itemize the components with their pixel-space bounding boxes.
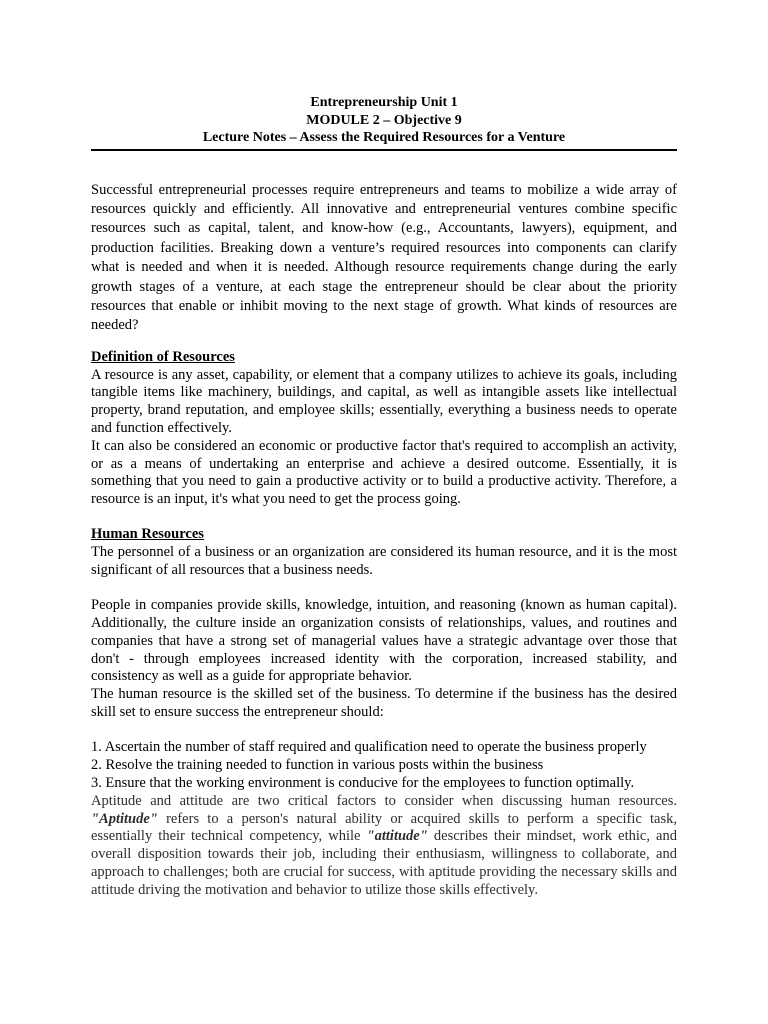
header-divider (91, 149, 677, 151)
lecture-title: Lecture Notes – Assess the Required Resources for a Venture (202, 130, 566, 145)
attitude-term: "attitude" (366, 828, 428, 845)
blank-line (91, 579, 677, 597)
human-resources-section (91, 526, 677, 900)
intro-paragraph: Successful entrepreneurial processes require entrepreneurs and teams to mobilize a wide array of resources quickly and efficiently. All innovative and entrepreneurial ventures combine specific resources such as capital, talent, and know-how (e.g., Accountants, lawyers), equipment, and production facilities. Breaking down a venture’s required resources into components can clarify what is needed and when it is needed. Although resource requirements change during the early growth stages of a venture, at each stage the entrepreneur should be clear about the priority resources that enable or inhibit moving to the next stage of growth. What kinds of resources are needed? (91, 181, 677, 334)
aptitude-text-3: describes their mindset, work ethic, and overall disposition towards their job, including their enthusiasm, willingness to collaborate, and approach to challenges; both are crucial for success, with aptitude providing the necessary skills and attitude driving the motivation and behavior to utilize those skills effectively. (91, 828, 677, 898)
list-item: 2. Resolve the training needed to function in various posts within the business (91, 757, 544, 774)
definition-heading: Definition of Resources (91, 348, 235, 365)
blank-line (91, 722, 677, 740)
human-resources-heading: Human Resources (91, 525, 204, 542)
list-item: 3. Ensure that the working environment is conducive for the employees to function optimally. (91, 775, 635, 792)
definition-paragraph-2: It can also be considered an economic or productive factor that's required to accomplish an activity, or as a means of undertaking an enterprise and achieve a desired outcome. Essentially, it is something that you need to gain a productive activity or to build a productive activity. Therefore, a resource is an input, it's what you need to get the process going. (91, 437, 677, 508)
requirements-list (91, 739, 677, 792)
aptitude-term: "Aptitude" (91, 810, 158, 827)
human-resources-paragraph-3: The human resource is the skilled set of the business. To determine if the business has the desired skill set to ensure success the entrepreneur should: (91, 686, 677, 720)
human-resources-paragraph-2: People in companies provide skills, knowledge, intuition, and reasoning (known as human capital). Additionally, the culture inside an organization consists of relationships, values, and routines and companies that have a strong set of managerial values have a strategic advantage over those that don't - through employees increased identity with the corporation, increased stability, and consistency as well as a guide for appropriate behavior. (91, 597, 677, 685)
aptitude-text-1: Aptitude and attitude are two critical factors to consider when discussing human resources. (91, 792, 677, 809)
document-header (91, 94, 677, 147)
human-resources-paragraph-1: The personnel of a business or an organization are considered its human resource, and it is the most significant of all resources that a business needs. (91, 543, 677, 578)
module-title: MODULE 2 – Objective 9 (306, 112, 462, 128)
course-title: Entrepreneurship Unit 1 (310, 95, 458, 110)
aptitude-text-2: refers to a person's natural ability or acquired skills to perform a specific task, essentially their technical competency, while (91, 810, 677, 845)
aptitude-attitude-paragraph (91, 793, 677, 900)
document-page (91, 94, 677, 900)
definition-section (91, 349, 677, 509)
list-item: 1. Ascertain the number of staff required and qualification need to operate the business properly (91, 739, 647, 756)
definition-paragraph-1: A resource is any asset, capability, or element that a company utilizes to achieve its goals, including tangible items like machinery, buildings, and capital, as well as intangible assets like intellectual property, brand reputation, and employee skills; essentially, everything a business needs to operate and function effectively. (91, 366, 677, 436)
